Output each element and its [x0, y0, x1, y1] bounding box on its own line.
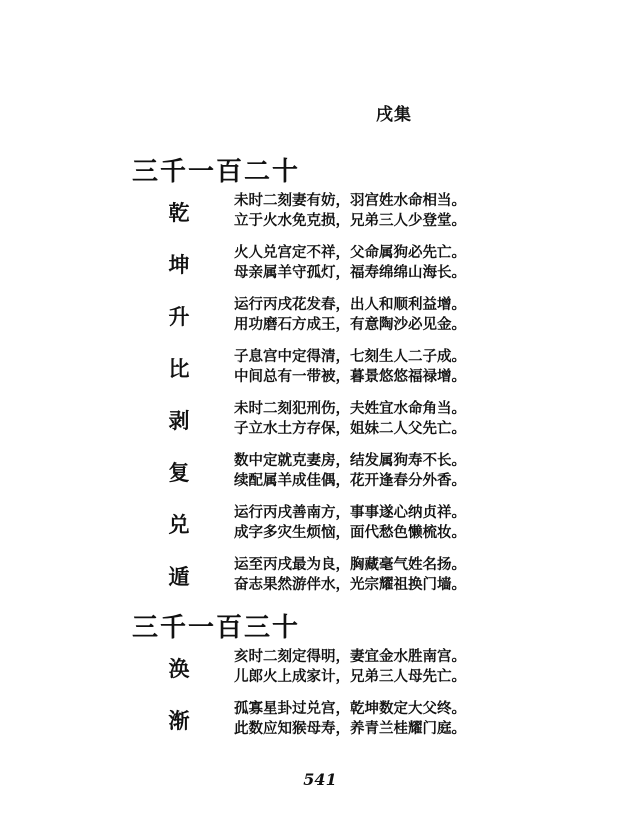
verse-line: 中间总有一带被，暮景悠悠福禄增。 [234, 368, 466, 385]
entry [0, 700, 640, 744]
verse-line: 运行丙戌善南方，事事遂心纳贞祥。 [234, 504, 466, 521]
hexagram-char: 遁 [168, 564, 190, 589]
verse-line: 儿郎火上成家计，兄弟三人母先亡。 [234, 668, 466, 685]
entry [0, 192, 640, 236]
verse-line: 此数应知猴母寿，养青兰桂耀门庭。 [234, 720, 466, 737]
verse-line: 母亲属羊守孤灯，福寿绵绵山海长。 [234, 264, 466, 281]
verse-line: 立于火水免克损，兄弟三人少登堂。 [234, 212, 466, 229]
verse-line: 数中定就克妻房，结发属狗寿不长。 [234, 452, 466, 469]
hexagram-char: 涣 [168, 656, 190, 681]
entry [0, 452, 640, 496]
section-title: 三千一百三十 [132, 613, 301, 643]
section-title: 三千一百二十 [132, 157, 301, 187]
verse-line: 运行丙戌花发春，出人和顺利益增。 [234, 296, 466, 313]
verse-line: 子息宫中定得清，七刻生人二子成。 [234, 348, 466, 365]
hexagram-char: 剥 [168, 408, 190, 433]
entry [0, 244, 640, 288]
entry [0, 556, 640, 600]
hexagram-char: 渐 [168, 708, 190, 733]
verse-line: 用功磨石方成王，有意陶沙必见金。 [234, 316, 466, 333]
verse-line: 子立水土方存保，姐妹二人父先亡。 [234, 420, 466, 437]
hexagram-char: 乾 [168, 200, 190, 225]
verse-line: 孤寡星卦过兑宫，乾坤数定大父终。 [234, 700, 466, 717]
hexagram-char: 兑 [168, 512, 190, 537]
hexagram-char: 坤 [168, 252, 190, 277]
verse-line: 亥时二刻定得明，妻宜金水胜南宫。 [234, 648, 466, 665]
entry [0, 348, 640, 392]
header-title: 戌集 [376, 105, 412, 125]
hexagram-char: 升 [168, 304, 190, 329]
hexagram-char: 比 [168, 356, 190, 381]
verse-line: 未时二刻妻有妨，羽宫姓水命相当。 [234, 192, 466, 209]
entry [0, 504, 640, 548]
verse-line: 续配属羊成佳偶，花开逢春分外香。 [234, 472, 466, 489]
verse-line: 未时二刻犯刑伤，夫姓宜水命角当。 [234, 400, 466, 417]
entry [0, 648, 640, 692]
entry [0, 400, 640, 444]
page-number: 541 [303, 770, 337, 789]
verse-line: 火人兑宫定不祥，父命属狗必先亡。 [234, 244, 466, 261]
verse-line: 成字多灾生烦恼，面代愁色懒梳妆。 [234, 524, 466, 541]
hexagram-char: 复 [168, 460, 190, 485]
verse-line: 奋志果然游伴水，光宗耀祖换门墙。 [234, 576, 466, 593]
entry [0, 296, 640, 340]
verse-line: 运至丙戌最为良，胸藏毫气姓名扬。 [234, 556, 466, 573]
